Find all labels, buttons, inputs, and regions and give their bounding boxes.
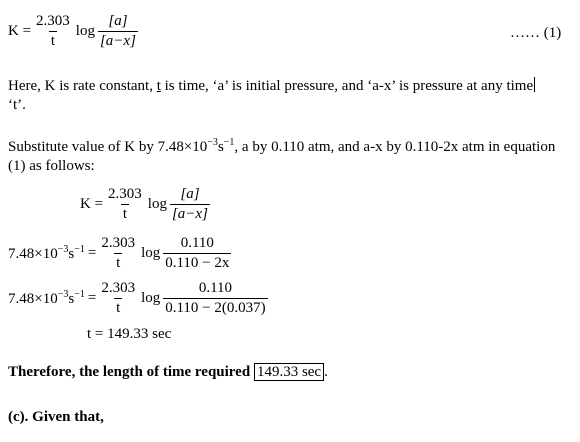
eq1-denominator: t: [50, 33, 55, 49]
text-cursor: [534, 77, 535, 92]
paragraph-substitution-line-2: (1) as follows:: [8, 158, 95, 174]
eq3-log-argument: $\frac{0.110}{0.110 - 2x}$: [165, 235, 230, 271]
equation-1-tag: …… (1): [510, 25, 562, 41]
paragraph-definitions-line-1: Here, K is rate constant, t is time, ‘a’ is initial pressure, and ‘a-x’ is pressure at any time: [8, 78, 534, 94]
eq4-log-argument: $\frac{0.110}{0.110 - 2(0.037)}$: [165, 280, 266, 316]
eq1-fraction: [34, 13, 72, 50]
paragraph-substitution-line-1: Substitute value of K by $7.48\times 10^{-3}s^{-1}$, a by 0.110 atm, and a-x by 0.110-2x atm in equation: [8, 137, 556, 155]
eq3-lhs: $7.48\times 10^{-3}s^{-1}$: [8, 244, 85, 262]
equation-3: $7.48\times 10^{-3}s^{-1}$ = $\frac{2.303}{t}$ log $\frac{0.110}{0.110 - 2x}$: [8, 235, 230, 271]
underlined-t: t: [156, 78, 161, 94]
eq1-lhs: K =: [8, 23, 32, 39]
eq4-lhs: $7.48\times 10^{-3}s^{-1}$: [8, 289, 85, 307]
eq1-numerator: 2.303: [36, 13, 70, 29]
eq4-fraction: $\frac{2.303}{t}$: [101, 280, 136, 316]
eq1-log: log: [75, 23, 95, 39]
eq2-lhs: K =: [80, 196, 104, 212]
part-c-heading: (c). Given that,: [8, 409, 104, 425]
eq1-arg-numerator: [a]: [108, 13, 128, 29]
answer-box: 149.33 sec: [254, 363, 324, 381]
equation-5-result: t = 149.33 sec: [87, 326, 172, 342]
paragraph-definitions: [8, 77, 568, 115]
conclusion-line: Therefore, the length of time required 149.33 sec .: [8, 364, 328, 380]
k-value: 7.48×10: [157, 139, 208, 155]
equation-1: [8, 13, 141, 50]
paragraph-definitions-line-2: ‘t’.: [8, 97, 26, 113]
eq2-fraction: $\frac{2.303}{t}$: [108, 186, 142, 222]
eq1-arg-denominator: [a−x]: [99, 33, 136, 49]
eq3-fraction: $\frac{2.303}{t}$: [101, 235, 136, 271]
eq1-log-argument: [98, 13, 138, 50]
paragraph-substitution: [8, 133, 568, 176]
eq2-log-argument: $\frac{[a]}{[a-x]}$: [171, 186, 208, 222]
equation-2: K = $\frac{2.303}{t}$ log $\frac{[a]}{[a-x]}$: [80, 186, 208, 222]
equation-4: $7.48\times 10^{-3}s^{-1}$ = $\frac{2.303}{t}$ log $\frac{0.110}{0.110 - 2(0.037)}$: [8, 280, 266, 316]
